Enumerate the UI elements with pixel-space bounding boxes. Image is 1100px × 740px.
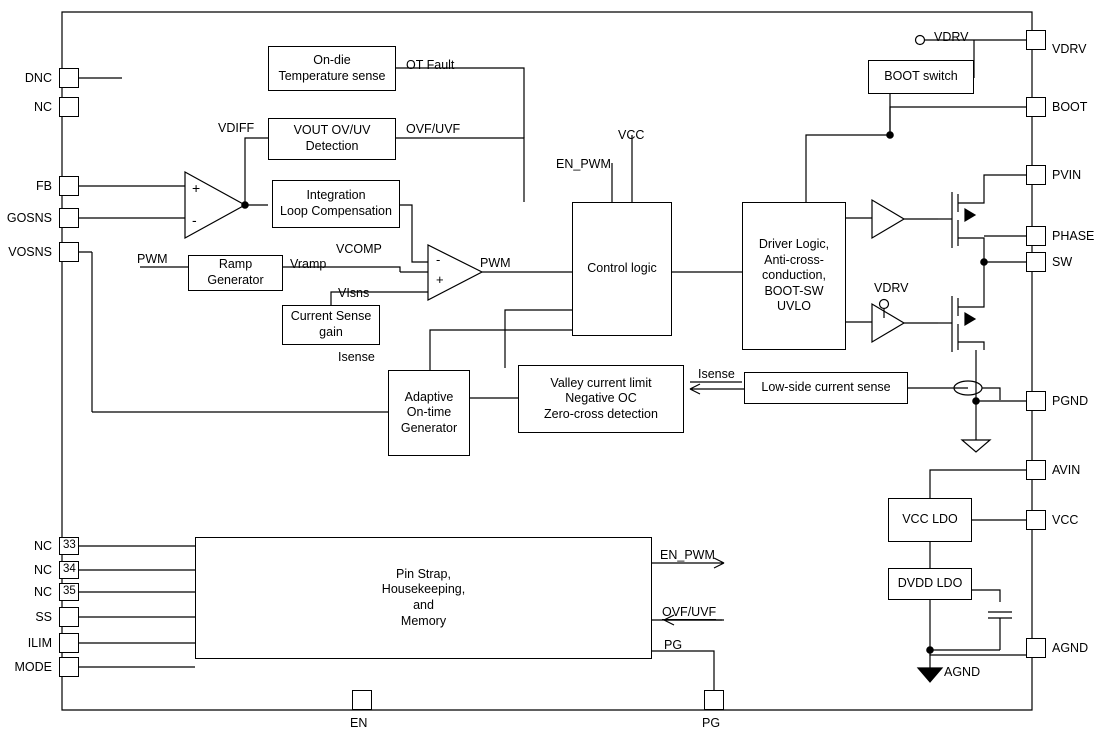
pin-fb[interactable] [59,176,79,196]
pin-ilim[interactable] [59,633,79,653]
pin-nc-1[interactable] [59,97,79,117]
net-label-ovf-uvf-top: OVF/UVF [406,122,461,136]
block-line: UVLO [776,299,812,314]
block-line: Generator [207,273,264,287]
block-line: BOOT switch [884,69,958,84]
pin-label-pvin: PVIN [1052,168,1082,182]
pin-label-vdrv: VDRV [1052,42,1087,56]
comparator-minus-sign: - [436,252,441,267]
pin-label-avin: AVIN [1052,463,1081,477]
net-label-vramp: Vramp [290,257,327,271]
pin-en[interactable] [352,690,372,710]
block-vcc-ldo[interactable] [888,498,972,542]
pin-label-en: EN [350,716,368,730]
pin-ss[interactable] [59,607,79,627]
pin-number-34: 34 [63,563,76,575]
pin-label-nc-1: NC [33,100,52,114]
block-dvdd-ldo[interactable] [888,568,972,600]
block-control-logic[interactable] [572,202,672,336]
pin-label-ss: SS [35,610,52,624]
block-line: Control logic [587,261,657,276]
net-label-vcc: VCC [618,128,645,142]
net-label-vcomp: VCOMP [336,242,382,256]
block-valley-current-limit[interactable] [518,365,684,433]
block-line: gain [319,325,343,339]
block-line: Adaptive [404,389,454,404]
block-line: and [413,598,434,612]
pin-vdrv[interactable] [1026,30,1046,50]
block-pin-strap-housekeeping-memory[interactable] [195,537,652,659]
opamp-plus-sign: + [192,180,201,196]
pin-avin[interactable] [1026,460,1046,480]
net-label-visns: VIsns [338,286,370,300]
block-line: Zero-cross detection [544,406,658,421]
pin-phase[interactable] [1026,226,1046,246]
block-line: Generator [400,420,458,435]
pin-label-pgnd: PGND [1052,394,1089,408]
block-line: Anti-cross- [764,252,824,267]
block-line: Integration [306,188,366,203]
net-label-vdrv-top: VDRV [934,30,969,44]
block-line: Housekeeping, [381,582,466,597]
net-label-pwm-out: PWM [480,256,511,270]
block-current-sense-gain[interactable] [282,305,380,345]
pin-label-dnc: DNC [24,71,52,85]
pin-vcc[interactable] [1026,510,1046,530]
pin-label-nc-35: NC [33,585,52,599]
block-line: Temperature sense [278,68,386,83]
net-label-isense-gain: Isense [338,350,375,364]
pin-pgnd[interactable] [1026,391,1046,411]
pin-dnc[interactable] [59,68,79,88]
pin-gosns[interactable] [59,208,79,228]
pin-agnd[interactable] [1026,638,1046,658]
pin-label-boot: BOOT [1052,100,1088,114]
block-line: Detection [305,139,359,153]
pin-boot[interactable] [1026,97,1046,117]
block-line: conduction, [762,268,826,283]
net-label-pwm-in: PWM [137,252,168,266]
net-label-agnd-symbol: AGND [944,665,981,679]
pin-pvin[interactable] [1026,165,1046,185]
block-line: Low-side current sense [761,380,891,395]
pin-label-vosns: VOSNS [8,245,52,259]
net-label-vdiff: VDIFF [218,121,255,135]
pin-label-phase: PHASE [1052,229,1095,243]
pin-label-mode: MODE [14,660,52,674]
pin-label-nc-34: NC [33,563,52,577]
block-line: Negative OC [565,391,637,406]
block-low-side-current-sense[interactable] [744,372,908,404]
block-line: Current Sense [290,309,372,324]
pin-label-vcc: VCC [1052,513,1079,527]
block-driver-logic[interactable] [742,202,846,350]
net-label-vdrv-low: VDRV [874,281,909,295]
net-label-isense-valley: Isense [698,367,735,381]
net-label-en-pwm-top: EN_PWM [556,157,611,171]
block-adaptive-on-time-generator[interactable] [388,370,470,456]
net-label-ovf-uvf-in: OVF/UVF [662,605,717,619]
block-integration-loop-compensation[interactable] [272,180,400,228]
pin-label-pg: PG [702,716,721,730]
block-line: Memory [400,613,447,628]
net-label-pg-out: PG [664,638,683,652]
pin-label-fb: FB [36,179,52,193]
block-line: VCC LDO [902,512,958,527]
pin-mode[interactable] [59,657,79,677]
block-line: VOUT OV/UV [293,123,371,138]
block-on-die-temperature-sense[interactable] [268,46,396,91]
block-line: On-time [406,405,452,420]
pin-sw[interactable] [1026,252,1046,272]
block-line: BOOT-SW [764,283,824,298]
pin-label-ilim: ILIM [27,636,52,650]
block-line: Loop Compensation [280,204,392,218]
pin-label-sw: SW [1052,255,1073,269]
block-boot-switch[interactable] [868,60,974,94]
pin-vosns[interactable] [59,242,79,262]
net-label-ot-fault: OT Fault [406,58,455,72]
pin-number-33: 33 [63,539,76,551]
pin-number-35: 35 [63,585,76,597]
block-line: On-die [313,52,351,67]
block-line: Driver Logic, [758,236,830,251]
block-vout-ov-uv-detection[interactable] [268,118,396,160]
block-ramp-generator[interactable] [188,255,283,291]
pin-pg[interactable] [704,690,724,710]
block-line: DVDD LDO [897,576,963,591]
block-line: Ramp [218,257,253,272]
pin-label-agnd: AGND [1052,641,1089,655]
net-label-en-pwm-out: EN_PWM [660,548,715,562]
block-line: Valley current limit [550,375,652,390]
block-line: Pin Strap, [396,566,451,581]
opamp-minus-sign: - [192,212,197,228]
pin-label-gosns: GOSNS [6,211,52,225]
pin-label-nc-33: NC [33,539,52,553]
comparator-plus-sign: + [436,272,444,287]
